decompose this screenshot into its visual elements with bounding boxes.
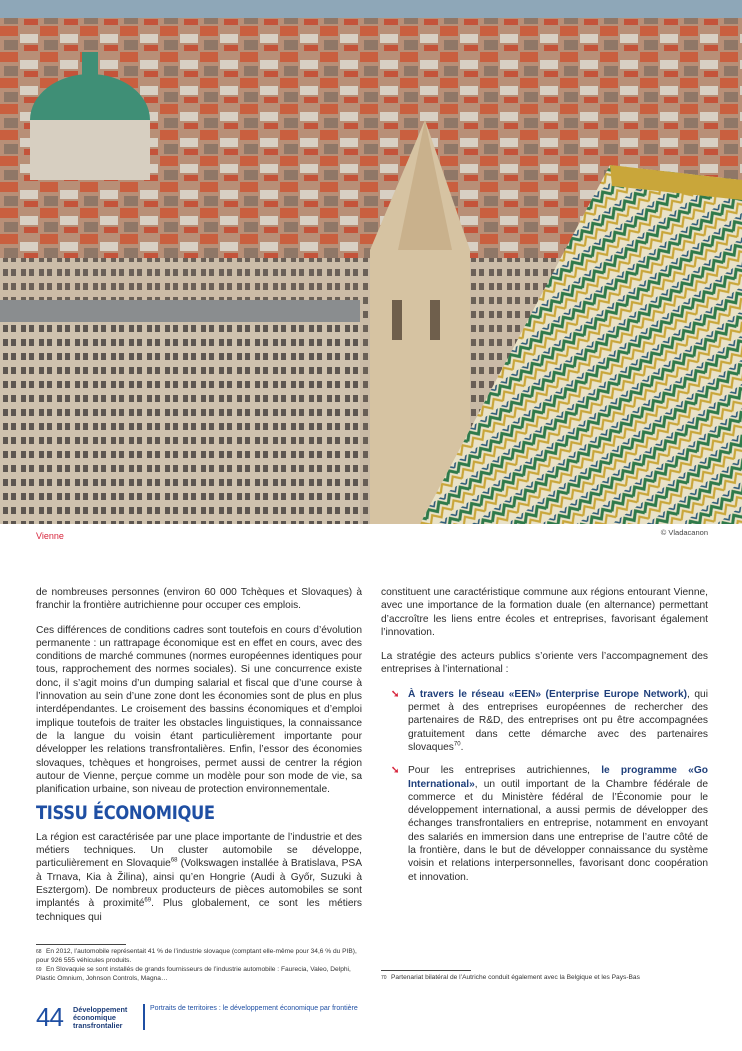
right-column	[381, 586, 708, 894]
footnote-rule	[36, 944, 126, 945]
series-title: Portraits de territoires : le développement économique par frontière	[150, 1005, 358, 1012]
arrow-icon: ➘	[391, 765, 400, 777]
paragraph: La stratégie des acteurs publics s’oriente vers l’accompagnement des entreprises à l’international :	[381, 651, 708, 676]
photo-caption: Vienne	[36, 531, 64, 541]
bullet-item	[381, 688, 708, 754]
paragraph: constituent une caractéristique commune aux régions entourant Vienne, avec une importance de la formation duale (en alternance) permettant d’accroître les liens entre écoles et entreprises, favorisant également l’innovation.	[381, 587, 708, 638]
brand-line: transfrontalier	[73, 1021, 123, 1030]
paragraph: de nombreuses personnes (environ 60 000 Tchèques et Slovaques) à franchir la frontière autrichienne pour occuper ces emplois.	[36, 587, 362, 612]
footnote-rule	[381, 970, 471, 971]
text-run: La région est caractérisée par une place importante de l’industrie et des métiers techniques. Un cluster automobile se développe, particulièrement en Slovaquie	[36, 831, 362, 870]
brand-logo	[73, 1006, 127, 1030]
text-run: Pour les entreprises autrichiennes,	[408, 765, 602, 777]
footnote-number: 70	[381, 975, 387, 981]
footnote-text: Partenariat bilatéral de l’Autriche conduit également avec la Belgique et les Pays-Bas	[391, 974, 640, 981]
footnote-number: 68	[36, 949, 42, 955]
page-footer	[36, 1003, 356, 1033]
text-run: , un outil important de la Chambre fédérale de commerce et du Ministère fédéral de l’Économie pour le développement international, a aussi permis de développer des échanges transfrontaliers en entreprise, notamment en envoyant des salariés en immersion dans une entreprise de l’autre côté de la frontière, dans le but de développer connaissance du système voisin et relations interpersonnelles, favorisant donc coopération et innovation.	[408, 778, 708, 883]
footnote-number: 69	[36, 967, 42, 973]
bold-text: À travers le réseau «EEN» (Enterprise Europe Network)	[408, 688, 688, 700]
bold-text: le programme «Go International»	[408, 765, 708, 790]
left-column	[36, 586, 362, 935]
footnote-text: En Slovaquie se sont installés de grands fournisseurs de l’industrie automobile : Faurecia, Valeo, Delphi, Plastic Omnium, Johnson Controls, Magna…	[36, 966, 351, 982]
text-run: .	[460, 741, 464, 753]
footnote-ref[interactable]: 68	[170, 857, 178, 864]
text-run: (Volkswagen installée à Bratislava, PSA à Trnava, Kia à Žilina), ainsi qu’en Hongrie (Audi à Győr, Suzuki à Esztergom). De nombreux producteurs de pièces automobiles se sont implantés à proximité	[36, 858, 362, 910]
footnote-ref[interactable]: 69	[144, 897, 152, 904]
photo-credit: © Vladacanon	[660, 528, 708, 537]
section-heading: TISSU ÉCONOMIQUE	[36, 802, 215, 825]
paragraph: Ces différences de conditions cadres sont toutefois en cours d’évolution permanente : un rattrapage économique est en effet en cours, avec des conditions de marché communes (normes européennes identiques pour tous, rapprochement des normes sociales). Si une concurrence existe donc, il s’agit moins d’un dumping salarial et fiscal que d’une course à l’innovation au sein d’une zone dont les économies sont de plus en plus interdépendantes. Le croisement des bassins économiques et d’emploi implique toutefois de traiter les obstacles linguistiques, la connaissance de la langue du voisin étant particulièrement importante pour développer les relations transfrontalières. Enfin, l’essor des économies slovaques, tchèques et hongroises, permet aussi de centrer la région autour de Vienne, perçue comme un modèle pour son mode de vie, sa planification urbaine, son niveau de protection environnementale.	[36, 624, 362, 796]
brand-line: Développement	[73, 1005, 128, 1014]
brand-line: économique	[73, 1013, 116, 1022]
footnote-ref[interactable]: 70	[453, 741, 461, 748]
bullet-item	[381, 764, 708, 884]
footer-divider	[143, 1004, 145, 1030]
footnote	[36, 966, 358, 983]
footnote	[36, 948, 358, 965]
paragraph	[36, 831, 362, 924]
text-run: , qui permet à des entreprises européennes de rechercher des partenaires de R&D, des entreprises ont pu être accompagnées gratuitement dans cette démarche avec des partenaires slovaques	[408, 688, 708, 753]
footnote-text: En 2012, l’automobile représentait 41 % de l’industrie slovaque (comptant elle-même pour 34,6 % du PIB), pour 926 555 véhicules produits.	[36, 948, 357, 964]
photo-vienna-skyline-icon	[0, 0, 742, 524]
footnote	[381, 974, 708, 983]
vienna-photo	[0, 0, 742, 524]
text-run: . Plus globalement, ce sont les métiers techniques qui	[36, 898, 362, 923]
page-number: 44	[36, 1002, 63, 1032]
arrow-icon: ➘	[391, 688, 400, 700]
